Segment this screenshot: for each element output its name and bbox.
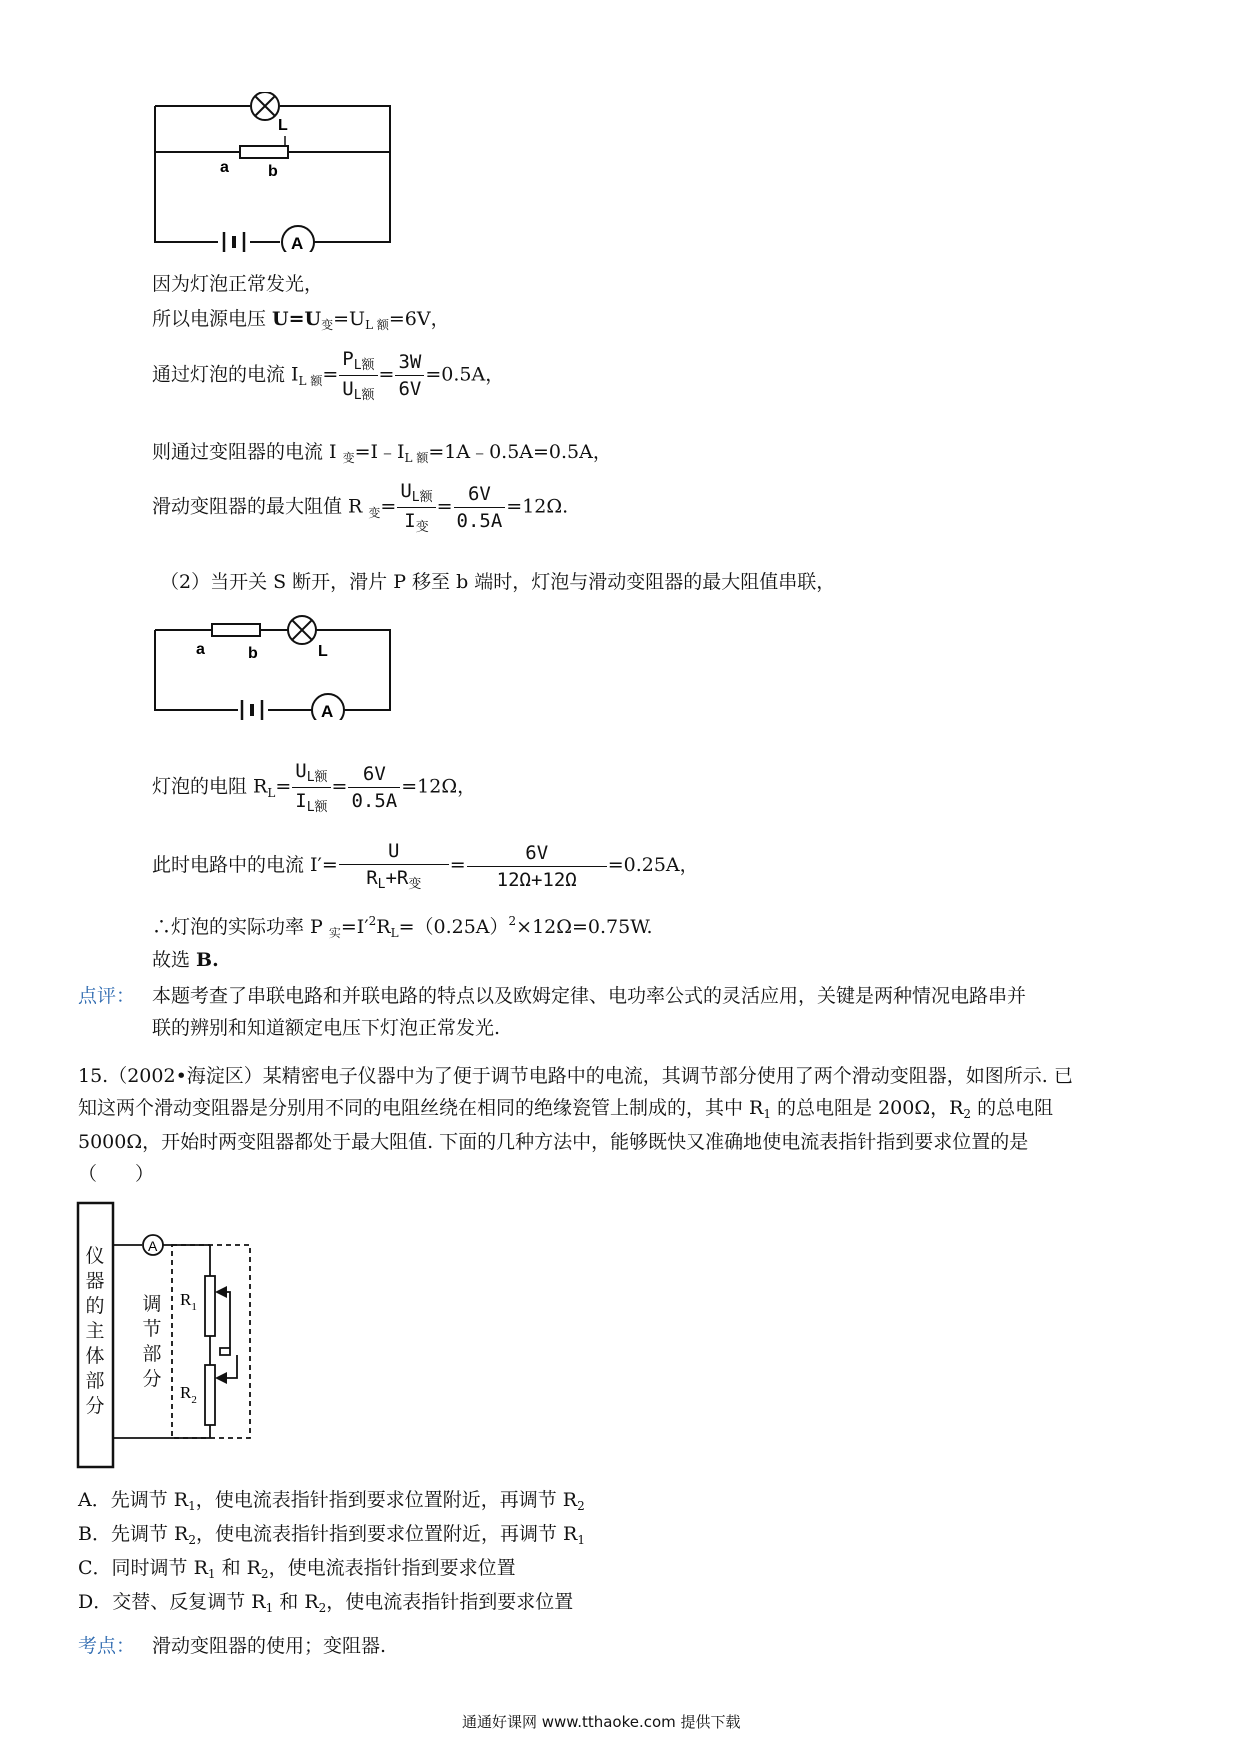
option-b: B．先调节 $R_2$，使电流表指针指到要求位置附近，再调节 $R_1$ xyxy=(78,1523,585,1547)
kaodian-label: 考点： xyxy=(78,1635,136,1657)
ammeter-label: A xyxy=(148,1238,158,1254)
formula-line: 滑动变阻器的最大阻值 R $_变$= $\frac{U_{L额}}{I_变}$ = $\frac{6V}{0.5A}$ =12Ω. xyxy=(152,480,569,535)
rheostat-diagram xyxy=(75,1200,255,1470)
terminal-b-label: b xyxy=(268,163,278,180)
fraction: $\frac{U}{R_L+R_变}$ xyxy=(339,840,449,892)
fraction: $\frac{P_{L额}}{U_{L额}}$ xyxy=(339,348,377,403)
text-line: 故选 B. xyxy=(152,949,219,971)
fraction: $\frac{3W}{6V}$ xyxy=(395,351,424,400)
fraction: $\frac{U_{L额}}{I_{L额}}$ xyxy=(292,760,330,815)
option-c: C．同时调节 $R_1$ 和 $R_2$，使电流表指针指到要求位置 xyxy=(78,1557,516,1581)
r1-label: $R_1$ xyxy=(180,1290,197,1313)
lamp-label: L xyxy=(278,117,288,134)
fraction: $\frac{U_{L额}}{I_变}$ xyxy=(397,480,435,535)
adjust-char: 调 xyxy=(142,1294,162,1315)
text-line: 因为灯泡正常发光， xyxy=(152,273,324,295)
terminal-b-label: b xyxy=(248,645,258,662)
fraction: $\frac{6V}{12\Omega+12\Omega}$ xyxy=(467,842,607,891)
box-char: 器 xyxy=(85,1271,105,1292)
circuit-diagram-parallel xyxy=(150,92,400,252)
adjust-char: 节 xyxy=(142,1319,162,1340)
box-char: 仪 xyxy=(85,1246,105,1267)
terminal-a-label: a xyxy=(196,641,205,658)
question-15: 15.（2002•海淀区）某精密电子仪器中为了便于调节电路中的电流，其调节部分使用了两个滑动变阻器，如图所示. 已 知这两个滑动变阻器是分别用不同的电阻丝绕在相同的绝缘瓷管上制成的，其中 $R_1$ 的总电阻是 200Ω，$R_2$ 的总电阻 5000Ω，开始时两变阻器都处于最大阻值. 下面的几种方法中，能够既快又准确地使电流表指针指到要求位置的是 （ ） xyxy=(78,1065,1073,1185)
options-list xyxy=(78,1484,978,1620)
comment-text: 本题考查了串联电路和并联电路的特点以及欧姆定律、电功率公式的灵活应用，关键是两种情况电路串并 联的辨别和知道额定电压下灯泡正常发光. xyxy=(152,985,1027,1039)
text-line: 则通过变阻器的电流 I $_变=I﹣I_{L 额}=1A﹣0.5A=0.5A$， xyxy=(152,441,612,465)
formula-line: 此时电路中的电流 I′= $\frac{U}{R_L+R_变}$ = $\frac{6V}{12\Omega+12\Omega}$ =0.25A， xyxy=(152,840,699,892)
ammeter-label: A xyxy=(321,702,334,720)
option-a: A．先调节 $R_1$，使电流表指针指到要求位置附近，再调节 $R_2$ xyxy=(78,1489,585,1513)
adjust-char: 分 xyxy=(142,1369,162,1390)
box-char: 分 xyxy=(85,1396,105,1417)
r2-label: $R_2$ xyxy=(180,1383,197,1406)
comment-label: 点评： xyxy=(78,985,136,1007)
circuit-diagram-series xyxy=(150,610,400,720)
terminal-a-label: a xyxy=(220,159,229,176)
box-char: 体 xyxy=(85,1346,105,1367)
box-char: 主 xyxy=(85,1321,105,1342)
ammeter-label: A xyxy=(291,234,304,252)
fraction: $\frac{6V}{0.5A}$ xyxy=(454,483,506,532)
lamp-label: L xyxy=(318,643,328,660)
option-d: D．交替、反复调节 $R_1$ 和 $R_2$，使电流表指针指到要求位置 xyxy=(78,1591,574,1615)
box-char: 部 xyxy=(85,1371,105,1392)
fraction: $\frac{6V}{0.5A}$ xyxy=(348,763,400,812)
text-line: （2）当开关 S 断开，滑片 P 移至 b 端时，灯泡与滑动变阻器的最大阻值串联， xyxy=(160,571,836,593)
footer: 通通好课网 www.tthaoke.com 提供下载 xyxy=(462,1713,741,1731)
box-char: 的 xyxy=(85,1296,105,1317)
formula-line: 通过灯泡的电流 $I_{L 额}=$ $\frac{P_{L额}}{U_{L额}}$ = $\frac{3W}{6V}$ =0.5A， xyxy=(152,348,505,403)
text-line: ∴灯泡的实际功率 P $_实=I'^2R_L=(0.25A)^2\times 12\Omega=0.75W$. xyxy=(152,914,653,940)
text-line: 所以电源电压 $U=U_变=U_{L 额}=6V$， xyxy=(152,308,450,332)
kaodian-text: 滑动变阻器的使用；变阻器. xyxy=(152,1635,387,1657)
formula-line: 灯泡的电阻 $R_L=$ $\frac{U_{L额}}{I_{L额}}$ = $\frac{6V}{0.5A}$ =12Ω， xyxy=(152,760,477,815)
adjust-char: 部 xyxy=(142,1344,162,1365)
